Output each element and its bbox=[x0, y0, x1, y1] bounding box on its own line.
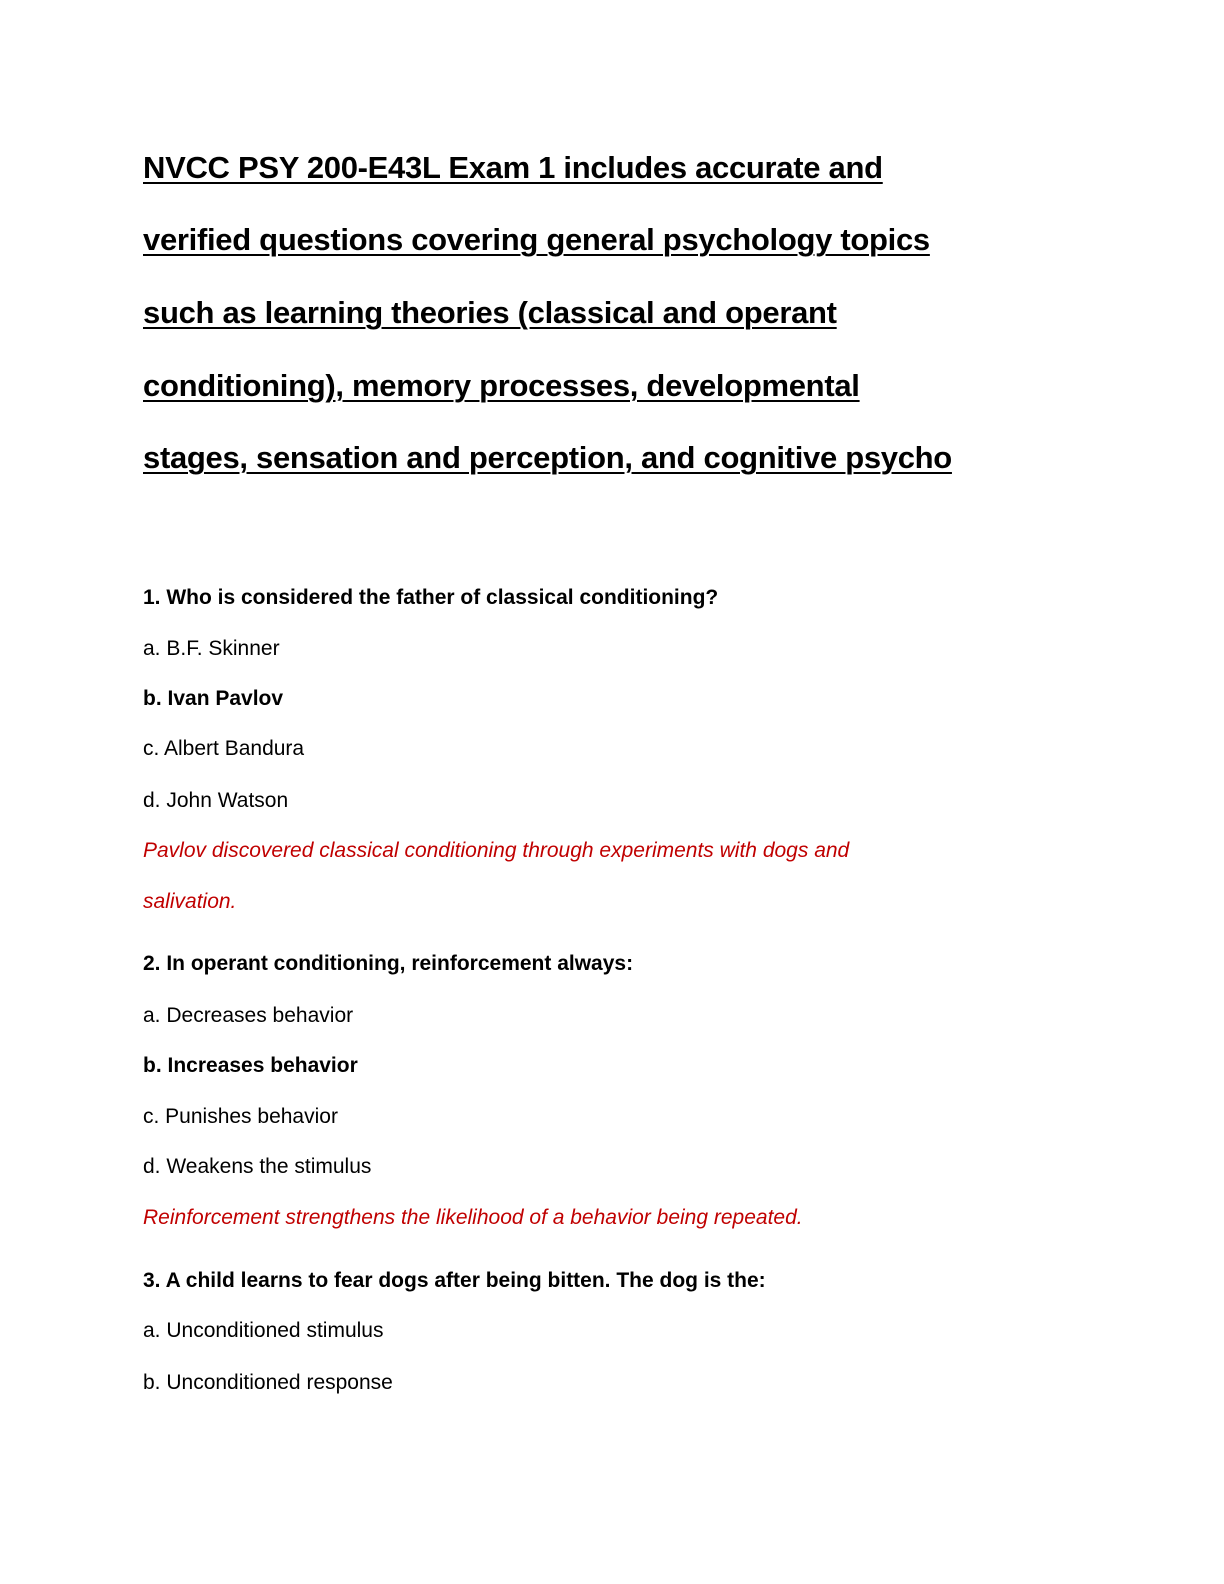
title-line: stages, sensation and perception, and cognitive psycho bbox=[143, 440, 952, 475]
title-line: verified questions covering general psychology topics bbox=[143, 222, 930, 257]
correct-option: b. Increases behavior bbox=[143, 1054, 358, 1077]
explanation: salivation. bbox=[143, 890, 237, 913]
option: a. Unconditioned stimulus bbox=[143, 1319, 384, 1342]
title-line: conditioning), memory processes, developmental bbox=[143, 368, 860, 403]
option: d. Weakens the stimulus bbox=[143, 1155, 372, 1178]
question-2: 2. In operant conditioning, reinforcement always: bbox=[143, 952, 634, 975]
option: a. Decreases behavior bbox=[143, 1004, 354, 1027]
title-line: such as learning theories (classical and operant bbox=[143, 295, 837, 330]
option: b. Unconditioned response bbox=[143, 1371, 393, 1394]
title-line: NVCC PSY 200-E43L Exam 1 includes accurate and bbox=[143, 150, 883, 185]
option: d. John Watson bbox=[143, 789, 289, 812]
explanation: Pavlov discovered classical conditioning through experiments with dogs and bbox=[143, 839, 850, 862]
option: a. B.F. Skinner bbox=[143, 637, 280, 660]
option: c. Albert Bandura bbox=[143, 737, 305, 760]
explanation: Reinforcement strengthens the likelihood of a behavior being repeated. bbox=[143, 1206, 803, 1229]
option: c. Punishes behavior bbox=[143, 1105, 338, 1128]
correct-option: b. Ivan Pavlov bbox=[143, 687, 284, 710]
question-3: 3. A child learns to fear dogs after being bitten. The dog is the: bbox=[143, 1269, 766, 1292]
question-1: 1. Who is considered the father of classical conditioning? bbox=[143, 586, 719, 609]
